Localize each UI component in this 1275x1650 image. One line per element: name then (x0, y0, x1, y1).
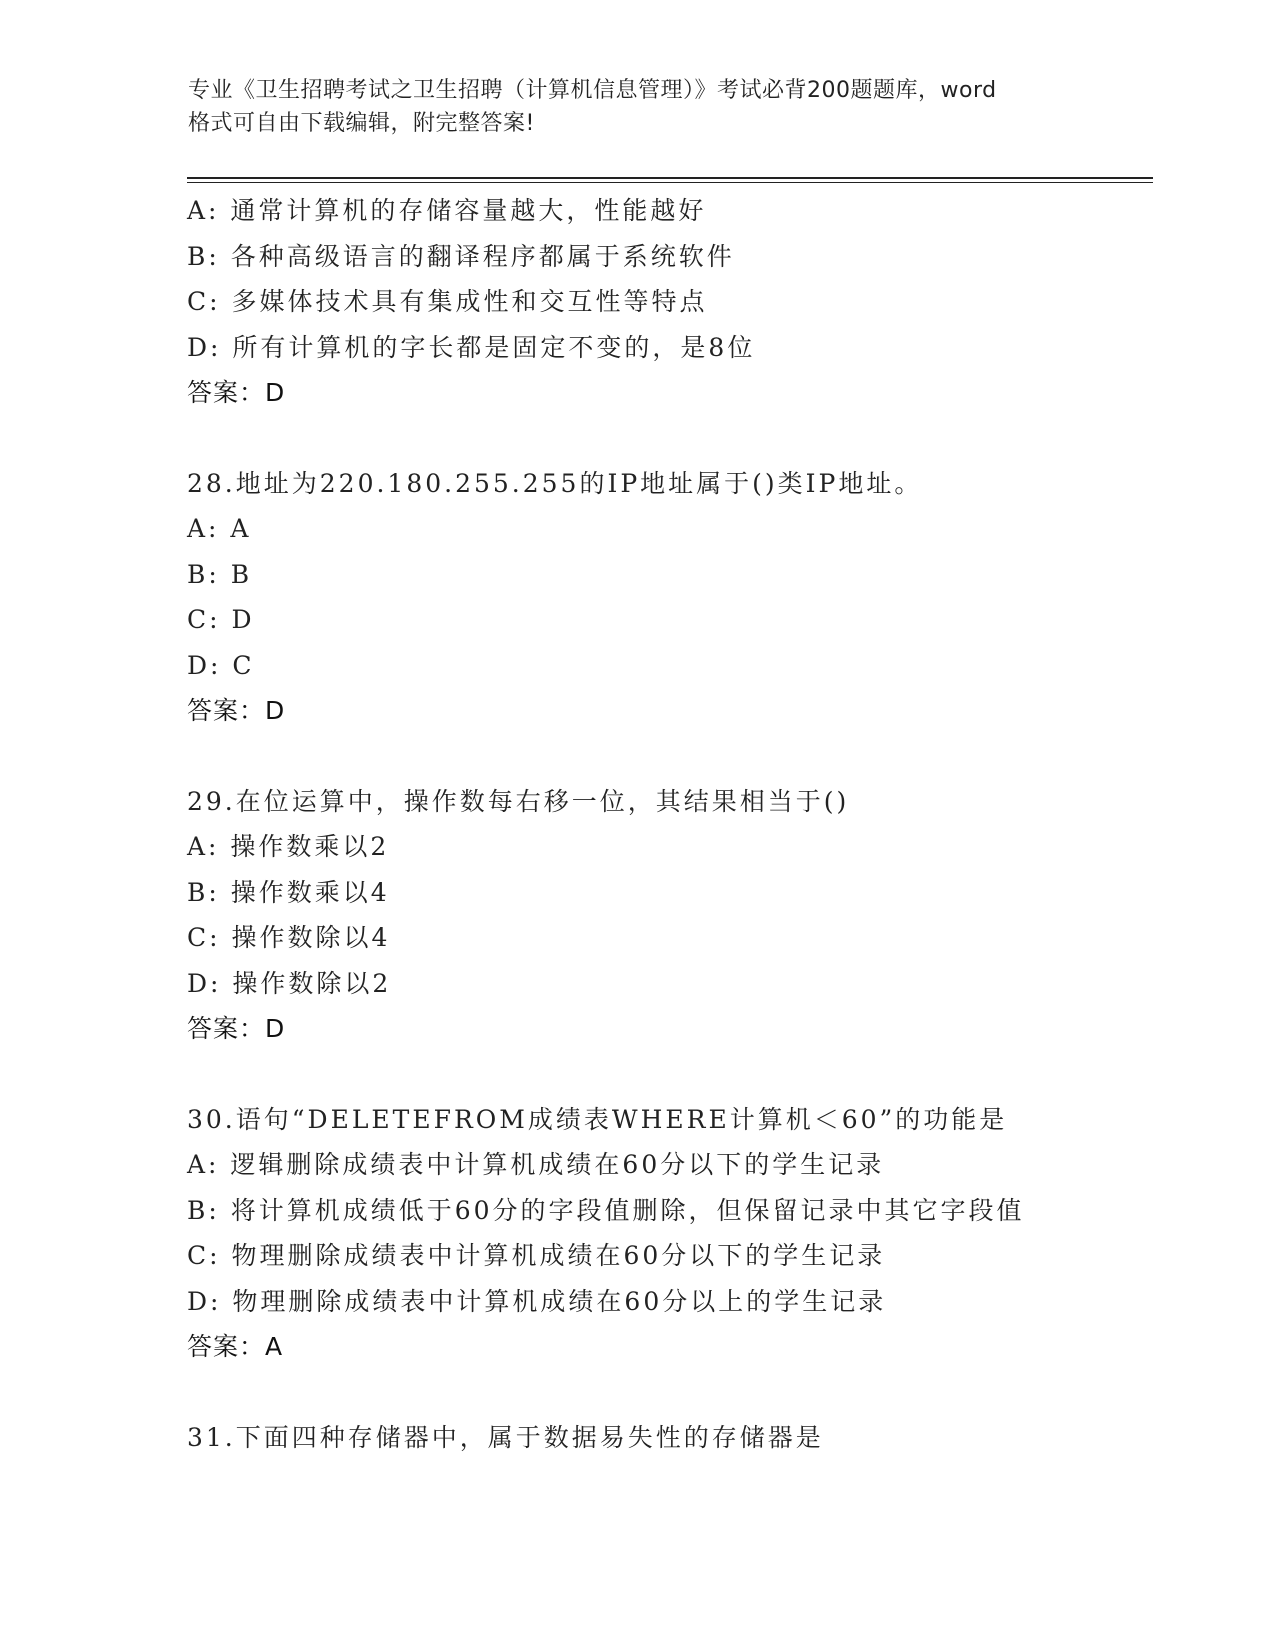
option-text: D: 所有计算机的字长都是固定不变的，是8位 (187, 332, 756, 362)
option-text: A: 逻辑删除成绩表中计算机成绩在60分以下的学生记录 (187, 1150, 885, 1179)
answer-text: 答案：D (187, 1014, 286, 1043)
block-spacer (187, 1052, 1147, 1097)
answer-text: 答案：D (187, 696, 286, 725)
option-text: D: 物理删除成绩表中计算机成绩在60分以上的学生记录 (187, 1286, 887, 1316)
block-spacer (187, 416, 1147, 461)
question-block (187, 1415, 1147, 1461)
block-spacer (187, 1370, 1147, 1415)
option-text: A: 操作数乘以2 (187, 832, 390, 861)
option-text: C: 多媒体技术具有集成性和交互性等特点 (187, 287, 708, 316)
header-rule-thin (187, 182, 1153, 183)
question-block (187, 1097, 1147, 1370)
option-text: C: 操作数除以4 (187, 923, 391, 952)
option-text: C: D (187, 605, 255, 634)
option-text: B: 将计算机成绩低于60分的字段值删除，但保留记录中其它字段值 (187, 1195, 1025, 1225)
question-block (187, 779, 1147, 1052)
option-text: A: 通常计算机的存储容量越大，性能越好 (187, 196, 707, 225)
option-text: C: 物理删除成绩表中计算机成绩在60分以下的学生记录 (187, 1241, 886, 1270)
answer-text: 答案：A (187, 1332, 284, 1361)
option-text: B: 各种高级语言的翻译程序都属于系统软件 (187, 241, 735, 271)
question-text: 30.语句“DELETEFROM成绩表WHERE计算机＜60”的功能是 (187, 1104, 1008, 1134)
block-spacer (187, 734, 1147, 779)
option-text: D: 操作数除以2 (187, 968, 392, 998)
option-text: D: C (187, 650, 255, 680)
answer-text: 答案：D (187, 378, 286, 407)
header-rule-thick (187, 177, 1153, 179)
header-line-1: 专业《卫生招聘考试之卫生招聘（计算机信息管理）》考试必背200题题库，word (188, 78, 997, 103)
question-text: 28.地址为220.180.255.255的IP地址属于()类IP地址。 (187, 468, 923, 498)
header-line-2: 格式可自由下载编辑，附完整答案! (188, 111, 535, 136)
question-text: 31.下面四种存储器中，属于数据易失性的存储器是 (187, 1422, 824, 1452)
question-block (187, 188, 1147, 416)
document-header (188, 74, 1098, 140)
option-text: B: B (187, 559, 253, 589)
question-list (187, 188, 1147, 1460)
option-text: A: A (187, 514, 252, 543)
option-text: B: 操作数乘以4 (187, 877, 390, 907)
question-block (187, 461, 1147, 734)
question-text: 29.在位运算中，操作数每右移一位，其结果相当于() (187, 786, 850, 816)
